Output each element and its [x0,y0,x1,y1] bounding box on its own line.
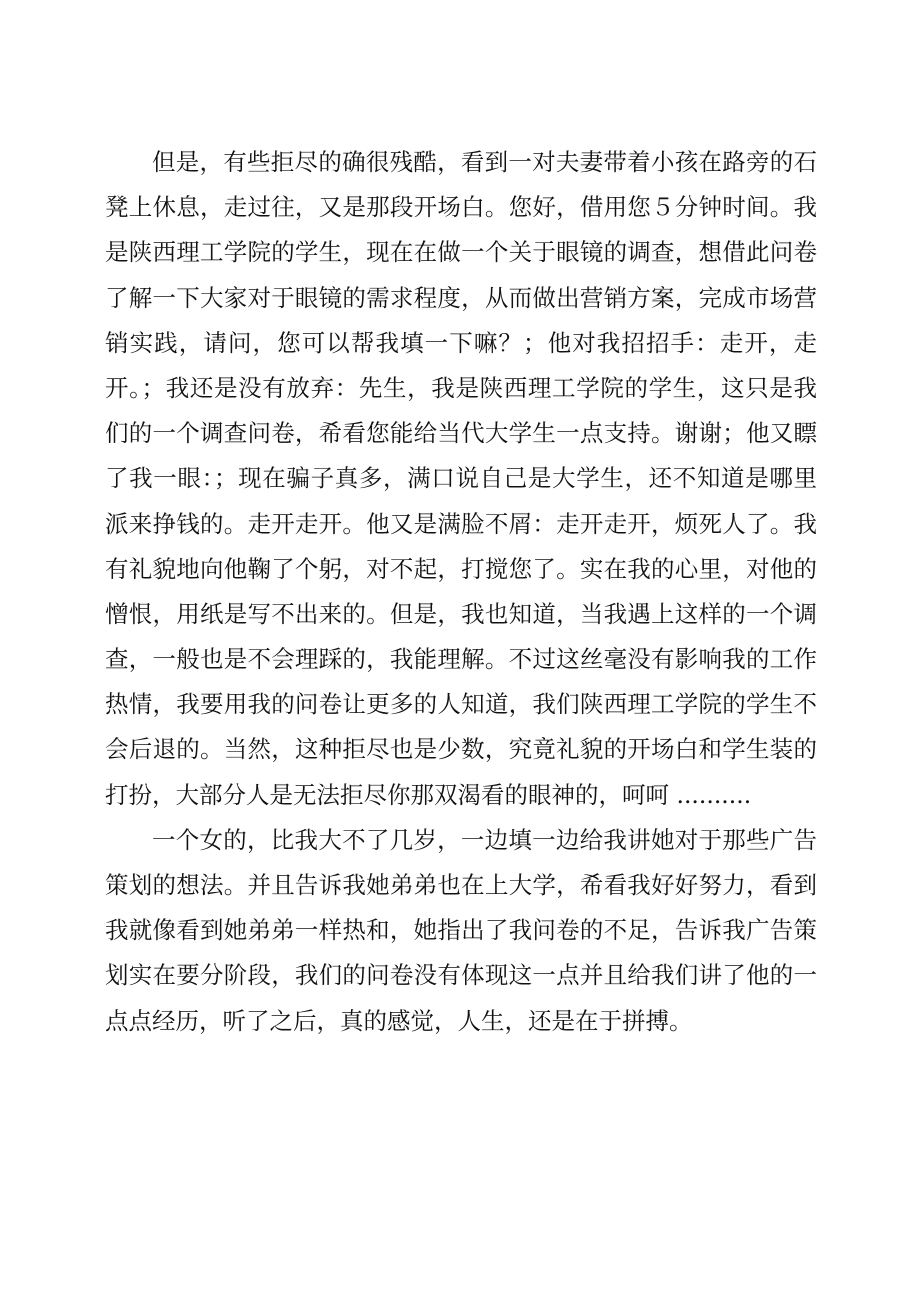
paragraph-line: 凳上休息，走过往，又是那段开场白。您好，借用您５分钟时间。我 [105,193,817,222]
paragraph-line: 划实在要分阶段，我们的问卷没有体现这一点并且给我们讲了他的一 [105,961,817,990]
paragraph-line: 查，一般也是不会理踩的，我能理解。不过这丝毫没有影响我的工作 [105,645,817,674]
paragraph-2 [105,818,817,1044]
paragraph-line: 开。；我还是没有放弃：先生，我是陕西理工学院的学生，这只是我 [105,373,817,402]
paragraph-line: 热情，我要用我的问卷让更多的人知道，我们陕西理工学院的学生不 [105,690,817,719]
paragraph-line: 我就像看到她弟弟一样热和，她指出了我问卷的不足，告诉我广告策 [105,916,817,945]
paragraph-line: 一个女的，比我大不了几岁，一边填一边给我讲她对于那些广告 [152,825,817,854]
paragraph-line: 了我一眼：；现在骗子真多，满口说自己是大学生，还不知道是哪里 [105,464,817,493]
paragraph-line: 会后退的。当然，这种拒尽也是少数，究竟礼貌的开场白和学生装的 [105,735,817,764]
document-body [105,140,817,1044]
paragraph-line: 点点经历，听了之后，真的感觉，人生，还是在于拼搏。 [105,1006,693,1035]
paragraph-line: 有礼貌地向他鞠了个躬，对不起，打搅您了。实在我的心里，对他的 [105,554,817,583]
paragraph-line: 销实践，请问，您可以帮我填一下嘛？；他对我招招手：走开，走 [105,328,817,357]
paragraph-line: 但是，有些拒尽的确很残酷，看到一对夫妻带着小孩在路旁的石 [152,148,817,176]
paragraph-1 [105,140,817,818]
paragraph-line: 是陕西理工学院的学生，现在在做一个关于眼镜的调查，想借此问卷 [105,238,817,267]
paragraph-line: 派来挣钱的。走开走开。他又是满脸不屑：走开走开，烦死人了。我 [105,509,817,538]
paragraph-line: 策划的想法。并且告诉我她弟弟也在上大学，希看我好好努力，看到 [105,871,817,899]
paragraph-line: 打扮，大部分人是无法拒尽你那双渴看的眼神的，呵呵 .......... [105,780,752,809]
paragraph-line: 了解一下大家对于眼镜的需求程度，从而做出营销方案，完成市场营 [105,283,817,312]
paragraph-line: 们的一个调查问卷，希看您能给当代大学生一点支持。谢谢；他又瞟 [105,419,817,448]
paragraph-line: 憎恨，用纸是写不出来的。但是，我也知道，当我遇上这样的一个调 [105,599,817,628]
